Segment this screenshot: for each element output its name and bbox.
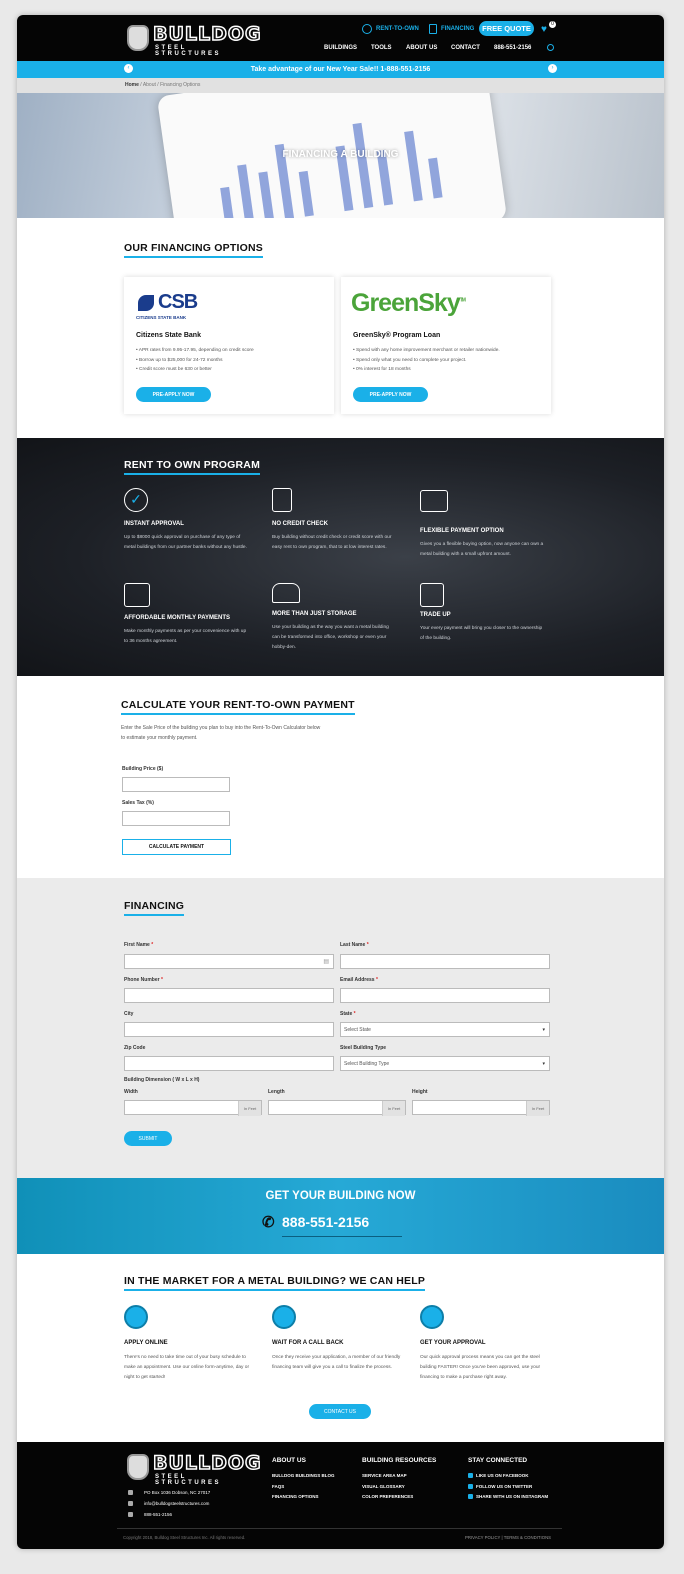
height-label: Height xyxy=(412,1089,428,1095)
financing-heading xyxy=(124,900,184,916)
clover-icon xyxy=(138,295,154,311)
length-input[interactable] xyxy=(268,1100,406,1115)
contact-us-button[interactable]: CONTACT US xyxy=(309,1404,371,1419)
building-price-label: Building Price ($) xyxy=(122,766,164,772)
required-marker: * xyxy=(375,977,378,983)
bullet-text: Credit score must be 630 or better xyxy=(139,367,212,372)
promo-text: Take advantage of our New Year Sale!! 1-888-551-2156 xyxy=(250,66,431,73)
footer-link-financing[interactable]: FINANCING OPTIONS xyxy=(272,1494,319,1499)
greensky-card xyxy=(341,277,551,414)
footer-link-faqs[interactable]: FAQS xyxy=(272,1484,285,1489)
phone-label xyxy=(124,977,163,983)
card-title: Citizens State Bank xyxy=(136,332,201,339)
get-building-banner xyxy=(17,1178,664,1254)
greensky-trademark: TM xyxy=(459,297,465,304)
footer-brand-subtitle: STEEL STRUCTURES xyxy=(155,1474,222,1486)
phone-input[interactable] xyxy=(124,988,334,1003)
instagram-icon xyxy=(468,1494,473,1499)
breadcrumb-separator: / xyxy=(138,82,143,88)
bullet-text: Borrow up to $25,000 for 24-72 months xyxy=(139,357,223,363)
rent-to-own-label: RENT-TO-OWN xyxy=(376,26,419,32)
house-gear-icon xyxy=(420,583,444,607)
required-marker: * xyxy=(160,977,163,983)
email-label xyxy=(340,977,378,983)
financing-title: FINANCING xyxy=(124,900,185,912)
feature-text: Gives you a flexible buying option, now anyone can own a metal building with a small upfront amount. xyxy=(420,542,544,557)
promo-prev-arrow-icon[interactable]: ‹ xyxy=(124,64,133,73)
feature-title: INSTANT APPROVAL xyxy=(124,521,184,527)
list-item: • Borrow up to $25,000 for 24-72 months xyxy=(136,357,223,363)
step-title: GET YOUR APPROVAL xyxy=(420,1340,486,1346)
required-marker: * xyxy=(366,942,369,948)
bulldog-icon xyxy=(127,1454,149,1480)
bullet-text: APR rates from 9.95-17.95, depending on credit score xyxy=(138,348,254,353)
feature-text: Use your building as the way you want a metal building can be transformed into office, workshop or even your hobby-den. xyxy=(272,625,389,650)
brand-subtitle: STEEL STRUCTURES xyxy=(155,45,222,57)
list-item: • APR rates from 9.95-17.95, depending on credit score xyxy=(136,348,254,353)
step-text: Our quick approval process means you can get the steel building FASTER! Once you've been approved, use your financing to make a purchase right away. xyxy=(420,1355,541,1380)
breadcrumb-about[interactable]: About xyxy=(142,82,156,88)
rto-title: RENT TO OWN PROGRAM xyxy=(124,459,261,471)
email-label-text: Email Address xyxy=(340,977,375,983)
calculator-heading xyxy=(121,699,355,715)
breadcrumb-home[interactable]: Home xyxy=(125,82,139,88)
list-item: • Credit score must be 630 or better xyxy=(136,367,212,372)
footer-divider xyxy=(117,1528,562,1529)
rent-to-own-section xyxy=(17,438,664,676)
breadcrumb xyxy=(17,78,664,93)
sales-tax-label: Sales Tax (%) xyxy=(122,800,154,806)
footer-link-glossary[interactable]: VISUAL GLOSSARY xyxy=(362,1484,405,1489)
wallet-plus-icon xyxy=(420,490,448,512)
options-title: OUR FINANCING OPTIONS xyxy=(124,242,263,254)
footer-address: PO Box 1036 Dobson, NC 27017 xyxy=(144,1490,211,1495)
footer-link-blog[interactable]: BULLDOG BUILDINGS BLOG xyxy=(272,1473,335,1478)
feature-text: Your every payment will bring you closer to the ownership of the building. xyxy=(420,626,543,641)
zip-input[interactable] xyxy=(124,1056,334,1071)
mailbox-icon xyxy=(272,583,300,603)
first-name-label xyxy=(124,942,153,948)
footer-link-instagram[interactable]: SHARE WITH US ON INSTAGRAM xyxy=(476,1494,549,1499)
footer-link-twitter[interactable]: FOLLOW US ON TWITTER xyxy=(476,1484,533,1489)
facebook-icon xyxy=(468,1473,473,1478)
nav-buildings[interactable]: BUILDINGS xyxy=(324,45,357,51)
step-title: APPLY ONLINE xyxy=(124,1340,168,1346)
twitter-icon xyxy=(468,1484,473,1489)
state-label xyxy=(340,1011,356,1017)
footer-legal-links[interactable]: PRIVACY POLICY | TERMS & CONDITIONS xyxy=(465,1535,552,1540)
city-input[interactable] xyxy=(124,1022,334,1037)
submit-button[interactable]: SUBMIT xyxy=(124,1131,172,1146)
step-title: WAIT FOR A CALL BACK xyxy=(272,1340,344,1346)
email-input[interactable] xyxy=(340,988,550,1003)
building-type-select-value: Select Building Type xyxy=(344,1061,390,1067)
feature-title: FLEXIBLE PAYMENT OPTION xyxy=(420,528,504,534)
card-bullets xyxy=(136,346,254,375)
feature-text: Buy building without credit check or credit score with our easy rent to own program, that to at low interest rates. xyxy=(272,535,392,550)
page-frame xyxy=(17,15,664,1549)
list-item: • Spend only what you need to complete your project. xyxy=(353,357,467,363)
bullet-text: Spend only what you need to complete your project. xyxy=(356,357,467,363)
cta-underline xyxy=(282,1236,402,1237)
csb-pre-apply-button[interactable]: PRE-APPLY NOW xyxy=(136,387,211,402)
nav-tools[interactable]: TOOLS xyxy=(371,45,392,51)
last-name-input[interactable] xyxy=(340,954,550,969)
feature-title: AFFORDABLE MONTHLY PAYMENTS xyxy=(124,615,231,621)
check-circle-icon: ✓ xyxy=(124,488,148,512)
cta-phone-number: 888-551-2156 xyxy=(282,1214,370,1230)
page-title: FINANCING A BUILDING xyxy=(282,149,399,160)
free-quote-button[interactable]: FREE QUOTE xyxy=(479,21,534,36)
financing-form-section xyxy=(17,878,664,1178)
length-label: Length xyxy=(268,1089,285,1095)
promo-next-arrow-icon[interactable]: › xyxy=(548,64,557,73)
breadcrumb-separator: / xyxy=(155,82,161,88)
search-icon[interactable] xyxy=(547,44,554,51)
approval-icon xyxy=(420,1305,444,1329)
feature-text: Make monthly payments as per your convenience with up to 36 months agreement. xyxy=(124,629,247,644)
site-header xyxy=(17,15,664,61)
hero-banner xyxy=(17,93,664,218)
last-name-label-text: Last Name xyxy=(340,942,366,948)
footer-link-colors[interactable]: COLOR PREFERENCES xyxy=(362,1494,414,1499)
options-heading xyxy=(124,242,263,258)
unit-label: In Feet xyxy=(238,1101,261,1116)
state-label-text: State xyxy=(340,1011,353,1017)
greensky-logo xyxy=(351,289,465,318)
contact-card-icon: ▤ xyxy=(323,959,329,965)
chevron-down-icon: ▾ xyxy=(542,1061,545,1067)
building-type-label: Steel Building Type xyxy=(340,1045,387,1051)
step-text: There's no need to take time out of your busy schedule to make an appointment. Use our online form-anytime, day or night to get started! xyxy=(124,1355,250,1380)
footer-resources-title: BUILDING RESOURCES xyxy=(362,1457,437,1464)
footer-brand-name: BULLDOG xyxy=(153,1452,262,1474)
nav-phone[interactable]: 888-551-2156 xyxy=(494,45,532,51)
footer-copyright: Copyright 2018, Bulldog Steel Structures Inc. All rights reserved. xyxy=(123,1535,246,1540)
state-select-value: Select State xyxy=(344,1027,371,1033)
calculate-payment-button[interactable]: CALCULATE PAYMENT xyxy=(122,839,231,855)
width-input[interactable] xyxy=(124,1100,262,1115)
last-name-label xyxy=(340,942,369,948)
sales-tax-input[interactable] xyxy=(122,811,230,826)
footer-phone[interactable]: 888-551-2156 xyxy=(144,1512,173,1517)
feature-title: TRADE UP xyxy=(420,612,451,618)
zip-label: Zip Code xyxy=(124,1045,146,1051)
breadcrumb-current: Financing Options xyxy=(160,82,201,88)
state-select[interactable] xyxy=(340,1022,550,1037)
rent-to-own-link[interactable] xyxy=(362,24,419,34)
feature-title: MORE THAN JUST STORAGE xyxy=(272,611,357,617)
heart-icon[interactable]: ♥ xyxy=(541,24,547,35)
greensky-logo-text: GreenSky xyxy=(351,289,460,317)
favorites-count-badge: 0 xyxy=(549,21,556,28)
feature-text: Up to $8000 quick approval on purchase of any type of metal buildings from our partner banks without any hustle. xyxy=(124,535,247,550)
bullet-text: Spend with any home improvement merchant or retailer nationwide. xyxy=(356,348,500,353)
greensky-pre-apply-button[interactable]: PRE-APPLY NOW xyxy=(353,387,428,402)
calculator-title: CALCULATE YOUR RENT-TO-OWN PAYMENT xyxy=(121,699,355,711)
first-name-label-text: First Name xyxy=(124,942,150,948)
bulldog-icon xyxy=(127,25,149,51)
help-title: IN THE MARKET FOR A METAL BUILDING? WE CAN HELP xyxy=(124,1275,426,1287)
cta-phone-link[interactable] xyxy=(262,1214,370,1231)
csb-logo-subtext: CITIZENS STATE BANK xyxy=(136,315,187,320)
phone-label-text: Phone Number xyxy=(124,977,160,983)
unit-label: In Feet xyxy=(526,1101,549,1116)
document-search-icon xyxy=(272,488,292,512)
document-icon xyxy=(429,24,437,34)
dimension-label: Building Dimension ( W x L x H) xyxy=(124,1077,200,1083)
envelope-icon xyxy=(128,1501,133,1506)
cta-title: GET YOUR BUILDING NOW xyxy=(265,1190,416,1202)
feature-title: NO CREDIT CHECK xyxy=(272,521,329,527)
pen-icon xyxy=(124,1305,148,1329)
list-item: • Spend with any home improvement merchant or retailer nationwide. xyxy=(353,348,500,353)
brand-logo[interactable] xyxy=(127,23,262,57)
csb-logo xyxy=(136,291,206,321)
footer-logo[interactable] xyxy=(127,1452,262,1486)
chevron-down-icon: ▾ xyxy=(542,1027,545,1033)
location-pin-icon xyxy=(128,1490,133,1495)
first-name-input[interactable] xyxy=(124,954,334,969)
footer-social-title: STAY CONNECTED xyxy=(468,1457,528,1464)
csb-logo-text: CSB xyxy=(158,291,198,313)
footer-link-service-map[interactable]: SERVICE AREA MAP xyxy=(362,1473,407,1478)
calculator-intro: Enter the Sale Price of the building you plan to buy into the Rent-To-Own Calculator below to estimate your monthly payment. xyxy=(121,725,321,741)
width-label: Width xyxy=(124,1089,138,1095)
building-type-select[interactable] xyxy=(340,1056,550,1071)
card-bullets xyxy=(353,346,500,375)
list-item: • 0% interest for 18 months xyxy=(353,367,411,372)
key-icon xyxy=(362,24,372,34)
financing-link[interactable] xyxy=(429,24,474,34)
city-label: City xyxy=(124,1011,134,1017)
height-input[interactable] xyxy=(412,1100,550,1115)
footer-link-facebook[interactable]: LIKE US ON FACEBOOK xyxy=(476,1473,529,1478)
phone-icon xyxy=(128,1512,133,1517)
rto-heading xyxy=(124,459,260,475)
brand-name: BULLDOG xyxy=(153,23,262,45)
unit-label: In Feet xyxy=(382,1101,405,1116)
calendar-clock-icon xyxy=(124,583,150,607)
footer-email[interactable]: info@bulldogsteelstructures.com xyxy=(144,1501,210,1506)
phone-icon: ✆ xyxy=(262,1214,275,1231)
card-title: GreenSky® Program Loan xyxy=(353,332,441,339)
step-text: Once they receive your application, a member of our friendly financing team will give you a call to finalize the process. xyxy=(272,1355,401,1370)
footer-about-title: ABOUT US xyxy=(272,1457,306,1464)
required-marker: * xyxy=(151,942,154,948)
bullet-text: 0% interest for 18 months xyxy=(356,367,411,372)
nav-about-us[interactable]: ABOUT US xyxy=(406,45,438,51)
phone-callback-icon xyxy=(272,1305,296,1329)
required-marker: * xyxy=(353,1011,356,1017)
building-price-input[interactable] xyxy=(122,777,230,792)
help-heading xyxy=(124,1275,425,1291)
financing-label: FINANCING xyxy=(441,26,475,32)
site-footer xyxy=(17,1442,664,1549)
csb-card xyxy=(124,277,334,414)
promo-bar xyxy=(17,61,664,78)
nav-contact[interactable]: CONTACT xyxy=(451,45,480,51)
